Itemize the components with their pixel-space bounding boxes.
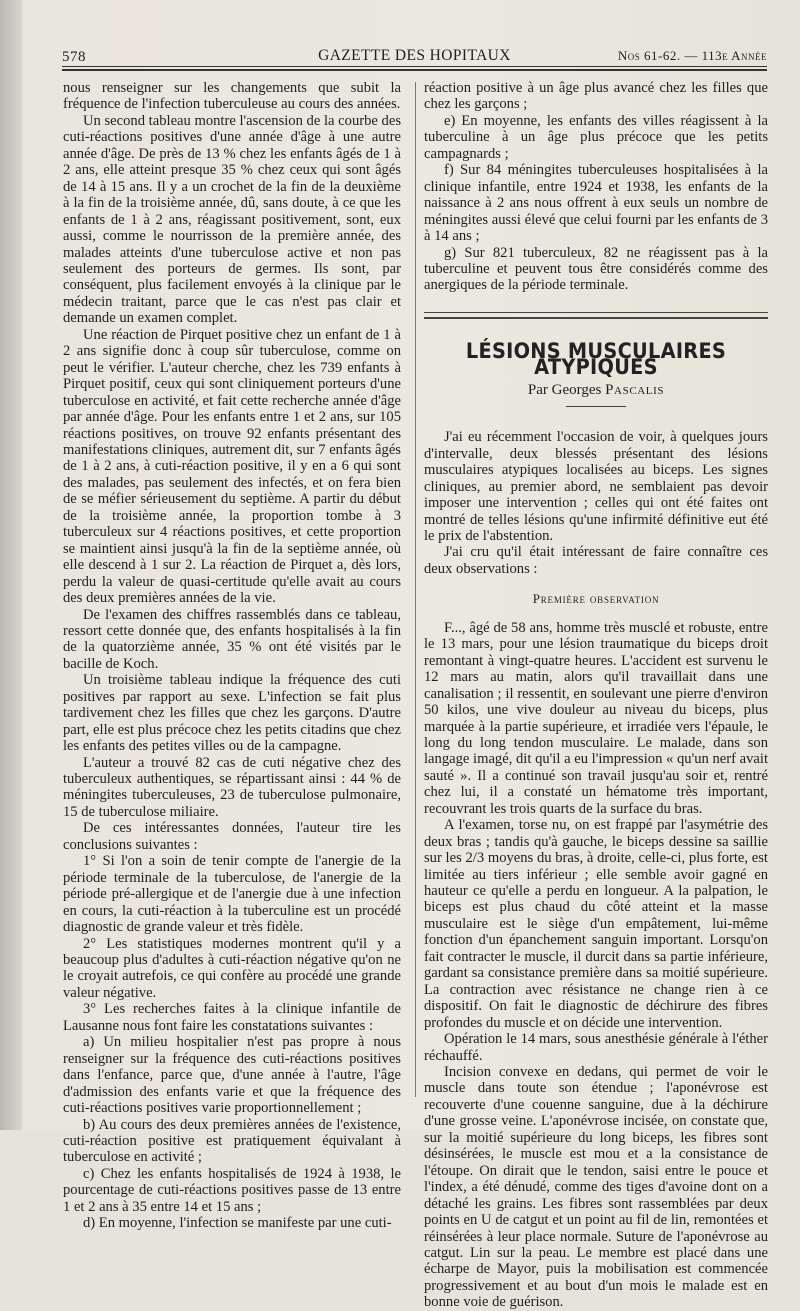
finding-e: e) En moyenne, les enfants des villes réagissent à la tuberculine à un âge plus précoce que les petits campagnards ; [424,112,768,162]
header-rule [62,66,767,67]
observation-paragraph: Opération le 14 mars, sous anesthésie générale à l'éther réchauffé. [424,1031,768,1064]
right-column [424,80,768,1311]
paragraph: Un troisième tableau indique la fréquence des cuti positives par rapport au sexe. L'infection se fait plus tardivement chez les filles que chez les garçons. D'autre part, elle est plus précoce chez les petits citadins que chez les enfants des petites villes ou de la campagne. [63,672,401,755]
paragraph: nous renseigner sur les changements que subit la fréquence de l'infection tuberculeuse au cours des années. [63,80,401,113]
intro-paragraph: J'ai eu récemment l'occasion de voir, à quelques jours d'intervalle, deux blessés présentant des lésions musculaires atypiques localisées au biceps. Les signes cliniques, au premier abord, ne semblaient pas devoir imposer une intervention ; celles qui ont été faites ont montré de telles lésions qu'une infirmité définitive eut été le prix de l'abstention. [424,429,768,544]
paragraph: Une réaction de Pirquet positive chez un enfant de 1 à 2 ans signifie donc à coup sûr tuberculose, comme on peut le vérifier. L'auteur cherche, chez les 739 enfants à Pirquet positif, ceux qui sont cliniquement porteurs d'une tuberculose en activité, et fait cette recherche année d'âge par année d'âge. Pour les enfants entre 1 et 2 ans, sur 105 réactions positives, on trouve 92 enfants présentant des manifestations cliniques, autrement dit, sur 7 enfants âgés de 1 à 2 ans, à cuti-réaction positive, il y en a 6 qui sont des malades, pas seulement des infectés, et on fera bien de se méfier sérieusement du septième. A partir du début de la troisième année, la proportion tombe à 3 tuberculeux sur 4 réactions positives, et cette proportion se maintient ainsi jusqu'à la fin de la septième année, où elle descend à 1 sur 2. La réaction de Pirquet a, dès lors, perdu la valeur de quasi-certitude qu'elle avait au cours des deux premières années de la vie. [63,326,401,607]
observation-paragraph: F..., âgé de 58 ans, homme très musclé et robuste, entre le 13 mars, pour une lésion traumatique du biceps droit remontant à vingt-quatre heures. L'accident est survenu le 12 mars au matin, alors qu'il travaillait dans une canalisation ; il ressentit, en soulevant une pierre d'environ 50 kilos, une vive douleur au niveau du biceps, plus marquée à la partie supérieure, et irradiée vers l'épaule, le long du long tendon musculaire. Le malade, dans son langage imagé, dit qu'il a eu l'impression « qu'un nerf avait sauté ». Il a continué son travail jusqu'au soir et, rentré chez lui, il a constaté un hématome très important, recouvrant les trois quarts de la surface du bras. [424,619,768,817]
finding-g: g) Sur 821 tuberculeux, 82 ne réagissent pas à la tuberculine et peuvent tous être considérés comme des anergiques de la période terminale. [424,244,768,294]
finding-b: b) Au cours des deux premières années de l'existence, cuti-réaction positive est pratiquement équivalant à tuberculose en activité ; [63,1116,401,1166]
observation-heading: Première observation [532,591,660,607]
finding-c: c) Chez les enfants hospitalisés de 1924 à 1938, le pourcentage de cuti-réactions positives passe de 13 entre 1 et 2 ans à 35 entre 14 et 15 ans ; [63,1165,401,1215]
conclusion-2: 2° Les statistiques modernes montrent qu'il y a beaucoup plus d'adultes à cuti-réaction négative qu'on ne le croyait autrefois, ce qui confère au procédé une grande valeur négative. [63,935,401,1001]
paragraph: De l'examen des chiffres rassemblés dans ce tableau, ressort cette donnée que, des enfants hospitalisés à la fin de la quatorzième année, 35 % ont été visités par le bacille de Koch. [63,606,401,672]
intro-paragraph: J'ai cru qu'il était intéressant de faire connaître ces deux observations : [424,544,768,577]
conclusion-1: 1° Si l'on a soin de tenir compte de l'anergie de la période terminale de la tuberculose, de l'anergie de la période pré-allergique et de l'anergie due à une infection en cours, la cuti-réaction à la tuberculine est un procédé diagnostic de grande valeur et très fidèle. [63,853,401,936]
running-header [62,44,767,66]
finding-f: f) Sur 84 méningites tuberculeuses hospitalisées à la clinique infantile, entre 1924 et 1938, les enfants de la naissance à 2 ans nous offrent à eux seuls un nombre de méningites aussi élevé que celui fourni par les enfants de 3 à 14 ans ; [424,162,768,245]
paragraph: Un second tableau montre l'ascension de la courbe des cuti-réactions positives d'une année d'âge à une autre année d'âge. De près de 13 % chez les enfants âgés de 1 à 2 ans, elle atteint presque 35 % chez ceux qui sont âgés de 14 à 15 ans. Il y a un crochet de la fin de la deuxième à la fin de la troisième année, dû, sans doute, à ce que les enfants de 1 à 2 ans, réagissant positivement, sont, eux aussi, comme le nourrisson de la première année, des malades atteints d'une tuberculose active et non pas seulement des porteurs de germes. Ils sont, par conséquent, plus facilement envoyés à la clinique par le médecin traitant, parce que le cas n'est pas clair et demande un examen complet. [63,112,401,327]
page-number: 578 [62,49,86,65]
observation-paragraph: A l'examen, torse nu, on est frappé par l'asymétrie des deux bras ; tandis qu'à gauche, le biceps dessine sa saillie sur les 2/3 moyens du bras, à droite, celle-ci, plus forte, est limitée au tiers inférieur ; elle semble avoir gagné en hauteur ce qu'elle a perdu en longueur. A la palpation, le biceps est plus chaud du côté atteint et la masse musculaire est le siège d'un empâtement, lui-même fonction d'un épanchement sanguin important. Lorsqu'on fait contracter le muscle, il durcit dans sa partie inférieure, gardant sa consistance première dans sa moitié supérieure. La contraction avec résistance ne change rien à ce dispositif. On fait le diagnostic de déchirure des fibres profondes du muscle et on décide une intervention. [424,817,768,1031]
journal-title: GAZETTE DES HOPITAUX [318,47,511,64]
conclusion-3: 3° Les recherches faites à la clinique infantile de Lausanne nous font faire les constatations suivantes : [63,1001,401,1034]
paragraph: De ces intéressantes données, l'auteur tire les conclusions suivantes : [63,820,401,853]
author-surname: Pascalis [605,381,665,398]
article-title: LÉSIONS MUSCULAIRES ATYPIQUES [465,338,727,380]
left-column [63,80,401,1232]
finding-a: a) Un milieu hospitalier n'est pas propre à nous renseigner sur la fréquence des cuti-réactions positives dans l'enfance, parce que, d'une année à l'autre, l'âge d'admission des enfants varie et que la fréquence des cuti-réactions positives varie proportionnellement ; [63,1034,401,1117]
finding-d: d) En moyenne, l'infection se manifeste par une cuti- [83,1215,392,1232]
article-byline [424,382,768,398]
paragraph: réaction positive à un âge plus avancé chez les filles que chez les garçons ; [424,80,768,113]
observation-paragraph: Incision convexe en dedans, qui permet de voir le muscle dans toute son étendue ; l'aponévrose est recouverte d'une couenne sanguine, due à la déchirure d'une grosse veine. L'aponévrose incisée, on constate que, sur la moitié supérieure du long biceps, les fibres sont désinsérées, le muscle est mou et a la consistance de l'étoupe. On dirait que le tendon, saisi entre le pouce et l'index, a été dénudé, comme des tiges d'avoine dont on a détaché les grains. Les fibres sont rassemblées par deux points en U de catgut et un point au fil de lin, remontées et réinsérées à leur place normale. Suture de l'aponévrose au catgut. Lin sur la peau. Le membre est placé dans une écharpe de Mayor, puis la mobilisation est commencée progressivement et au bout d'un mois le malade est en bonne voie de guérison. [424,1064,768,1311]
article-separator [424,312,768,319]
issue-info: Nos 61-62. — 113e Année [617,48,767,63]
page-edge-shadow [0,0,22,1130]
column-separator [415,82,416,1097]
paragraph: L'auteur a trouvé 82 cas de cuti négative chez des tuberculeux authentiques, se répartissant ainsi : 44 % de méningites tuberculeuses, 23 de tuberculose pulmonaire, 15 de tuberculose miliaire. [63,754,401,820]
header-rule-thick [62,69,767,71]
byline-rule [566,406,626,407]
byline-prefix: Par Georges [527,381,602,398]
